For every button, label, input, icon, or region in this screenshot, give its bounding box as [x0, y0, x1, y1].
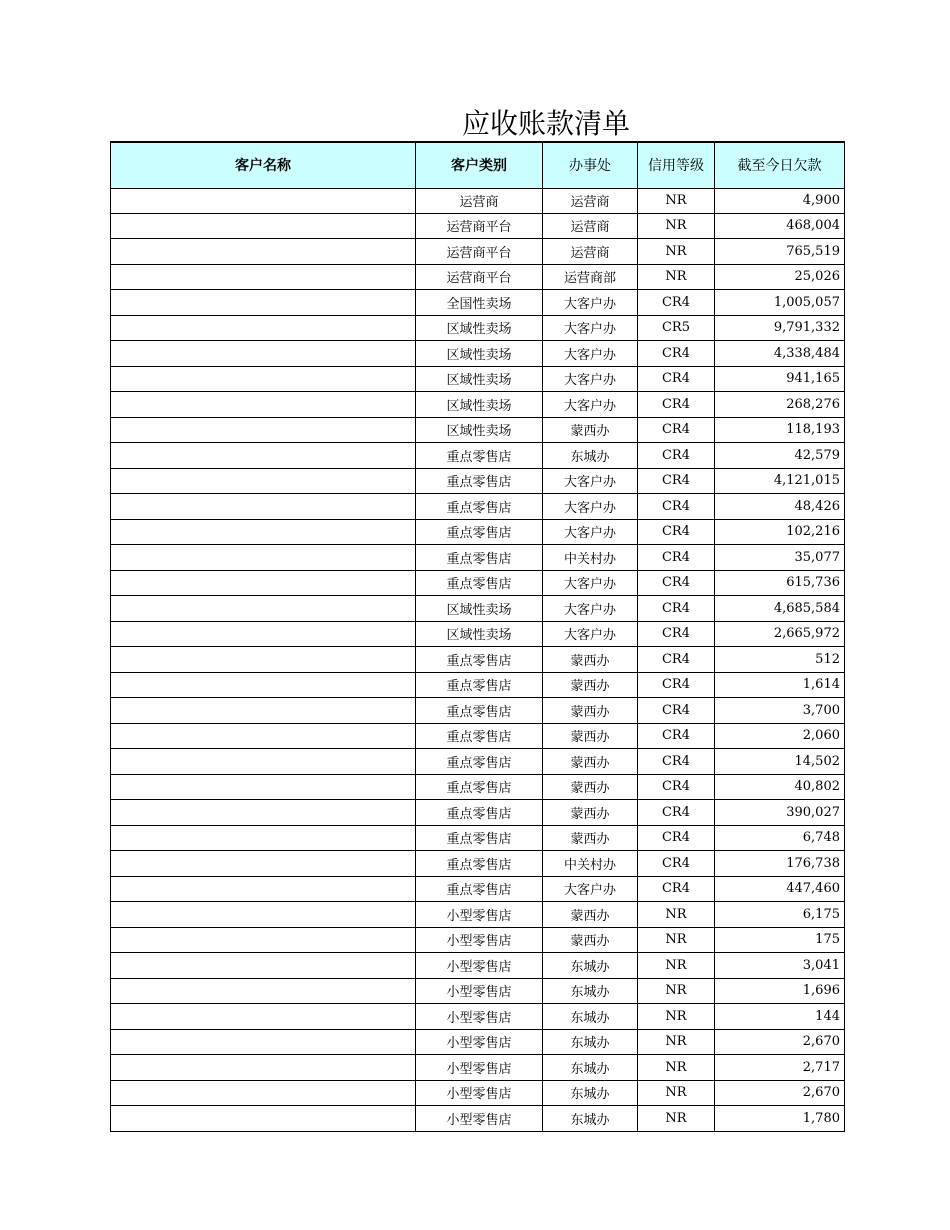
cell-office[interactable]: 大客户办: [543, 519, 638, 545]
table-row: [111, 264, 845, 290]
cell-debt[interactable]: 4,900: [715, 188, 845, 213]
table-row: [111, 1055, 845, 1081]
cell-credit-rating[interactable]: CR4: [638, 341, 715, 367]
cell-debt[interactable]: 9,791,332: [715, 315, 845, 341]
table-row: [111, 800, 845, 826]
cell-customer-name[interactable]: [111, 1106, 416, 1132]
cell-office[interactable]: 大客户办: [543, 570, 638, 596]
cell-office[interactable]: 东城办: [543, 1080, 638, 1106]
cell-debt[interactable]: 144: [715, 1004, 845, 1030]
cell-debt[interactable]: 48,426: [715, 494, 845, 520]
cell-customer-category[interactable]: 区域性卖场: [416, 596, 543, 622]
cell-customer-name[interactable]: [111, 749, 416, 775]
cell-debt[interactable]: 941,165: [715, 366, 845, 392]
cell-credit-rating[interactable]: CR4: [638, 672, 715, 698]
cell-office[interactable]: 蒙西办: [543, 417, 638, 443]
cell-customer-category[interactable]: 重点零售店: [416, 876, 543, 902]
cell-customer-category[interactable]: 运营商平台: [416, 213, 543, 239]
cell-debt[interactable]: 4,121,015: [715, 468, 845, 494]
cell-office[interactable]: 蒙西办: [543, 647, 638, 673]
cell-debt[interactable]: 6,175: [715, 902, 845, 928]
cell-debt[interactable]: 512: [715, 647, 845, 673]
table-row: [111, 366, 845, 392]
cell-customer-name[interactable]: [111, 902, 416, 928]
page-title: 应收账款清单: [462, 107, 631, 140]
cell-credit-rating[interactable]: CR4: [638, 519, 715, 545]
cell-credit-rating[interactable]: NR: [638, 1055, 715, 1081]
cell-credit-rating[interactable]: CR4: [638, 851, 715, 877]
table-row: [111, 315, 845, 341]
cell-debt[interactable]: 102,216: [715, 519, 845, 545]
table-row: [111, 774, 845, 800]
cell-office[interactable]: 蒙西办: [543, 902, 638, 928]
cell-customer-name[interactable]: [111, 672, 416, 698]
cell-office[interactable]: 蒙西办: [543, 723, 638, 749]
cell-customer-name[interactable]: [111, 570, 416, 596]
cell-customer-category[interactable]: 运营商平台: [416, 239, 543, 265]
cell-customer-name[interactable]: [111, 927, 416, 953]
cell-customer-name[interactable]: [111, 698, 416, 724]
cell-customer-category[interactable]: 重点零售店: [416, 494, 543, 520]
cell-debt[interactable]: 2,665,972: [715, 621, 845, 647]
cell-credit-rating[interactable]: CR5: [638, 315, 715, 341]
table-row: [111, 902, 845, 928]
cell-customer-name[interactable]: [111, 1055, 416, 1081]
cell-customer-name[interactable]: [111, 417, 416, 443]
cell-credit-rating[interactable]: CR4: [638, 647, 715, 673]
table-row: [111, 239, 845, 265]
cell-credit-rating[interactable]: CR4: [638, 596, 715, 622]
cell-customer-name[interactable]: [111, 800, 416, 826]
table-row: [111, 519, 845, 545]
table-row: [111, 1004, 845, 1030]
cell-customer-category[interactable]: 小型零售店: [416, 978, 543, 1004]
header-customer-category[interactable]: 客户类别: [416, 142, 543, 188]
cell-customer-category[interactable]: 小型零售店: [416, 1080, 543, 1106]
cell-credit-rating[interactable]: CR4: [638, 545, 715, 571]
cell-credit-rating[interactable]: CR4: [638, 366, 715, 392]
table-row: [111, 978, 845, 1004]
cell-debt[interactable]: 447,460: [715, 876, 845, 902]
cell-customer-name[interactable]: [111, 188, 416, 213]
cell-office[interactable]: 大客户办: [543, 596, 638, 622]
cell-customer-name[interactable]: [111, 443, 416, 469]
cell-debt[interactable]: 35,077: [715, 545, 845, 571]
cell-credit-rating[interactable]: CR4: [638, 392, 715, 418]
table-row: [111, 647, 845, 673]
cell-debt[interactable]: 1,696: [715, 978, 845, 1004]
cell-office[interactable]: 中关村办: [543, 545, 638, 571]
cell-customer-category[interactable]: 小型零售店: [416, 927, 543, 953]
cell-credit-rating[interactable]: NR: [638, 1029, 715, 1055]
table-row: [111, 1029, 845, 1055]
table-header: [111, 142, 845, 188]
table-row: [111, 468, 845, 494]
cell-debt[interactable]: 1,780: [715, 1106, 845, 1132]
table-row: [111, 927, 845, 953]
table-row: [111, 494, 845, 520]
table-row: [111, 290, 845, 316]
cell-office[interactable]: 东城办: [543, 978, 638, 1004]
cell-debt[interactable]: 2,670: [715, 1080, 845, 1106]
cell-customer-name[interactable]: [111, 392, 416, 418]
cell-customer-category[interactable]: 区域性卖场: [416, 366, 543, 392]
cell-office[interactable]: 蒙西办: [543, 800, 638, 826]
cell-customer-name[interactable]: [111, 213, 416, 239]
cell-customer-category[interactable]: 小型零售店: [416, 902, 543, 928]
cell-office[interactable]: 东城办: [543, 1004, 638, 1030]
cell-debt[interactable]: 2,717: [715, 1055, 845, 1081]
cell-credit-rating[interactable]: NR: [638, 188, 715, 213]
cell-debt[interactable]: 175: [715, 927, 845, 953]
cell-customer-name[interactable]: [111, 876, 416, 902]
cell-debt[interactable]: 390,027: [715, 800, 845, 826]
cell-customer-name[interactable]: [111, 851, 416, 877]
cell-office[interactable]: 东城办: [543, 953, 638, 979]
cell-office[interactable]: 运营商部: [543, 264, 638, 290]
table-row: [111, 341, 845, 367]
cell-customer-category[interactable]: 重点零售店: [416, 698, 543, 724]
cell-debt[interactable]: 176,738: [715, 851, 845, 877]
cell-credit-rating[interactable]: CR4: [638, 774, 715, 800]
cell-debt[interactable]: 615,736: [715, 570, 845, 596]
cell-office[interactable]: 大客户办: [543, 494, 638, 520]
cell-office[interactable]: 东城办: [543, 1029, 638, 1055]
cell-office[interactable]: 蒙西办: [543, 774, 638, 800]
table-row: [111, 953, 845, 979]
cell-office[interactable]: 大客户办: [543, 315, 638, 341]
cell-customer-name[interactable]: [111, 1004, 416, 1030]
table-row: [111, 621, 845, 647]
cell-credit-rating[interactable]: CR4: [638, 800, 715, 826]
cell-debt[interactable]: 2,060: [715, 723, 845, 749]
cell-credit-rating[interactable]: NR: [638, 239, 715, 265]
cell-customer-category[interactable]: 重点零售店: [416, 723, 543, 749]
cell-credit-rating[interactable]: CR4: [638, 825, 715, 851]
table-row: [111, 213, 845, 239]
cell-debt[interactable]: 4,338,484: [715, 341, 845, 367]
cell-customer-name[interactable]: [111, 647, 416, 673]
cell-customer-name[interactable]: [111, 519, 416, 545]
cell-customer-category[interactable]: 重点零售店: [416, 825, 543, 851]
cell-office[interactable]: 大客户办: [543, 468, 638, 494]
cell-customer-category[interactable]: 重点零售店: [416, 774, 543, 800]
cell-debt[interactable]: 3,700: [715, 698, 845, 724]
cell-credit-rating[interactable]: NR: [638, 902, 715, 928]
cell-office[interactable]: 大客户办: [543, 876, 638, 902]
cell-debt[interactable]: 40,802: [715, 774, 845, 800]
table-row: [111, 570, 845, 596]
cell-credit-rating[interactable]: NR: [638, 1106, 715, 1132]
cell-customer-category[interactable]: 全国性卖场: [416, 290, 543, 316]
table-row: [111, 188, 845, 213]
cell-customer-name[interactable]: [111, 1080, 416, 1106]
cell-office[interactable]: 蒙西办: [543, 749, 638, 775]
cell-customer-name[interactable]: [111, 1029, 416, 1055]
cell-customer-category[interactable]: 区域性卖场: [416, 315, 543, 341]
cell-credit-rating[interactable]: NR: [638, 264, 715, 290]
cell-credit-rating[interactable]: NR: [638, 1080, 715, 1106]
cell-debt[interactable]: 3,041: [715, 953, 845, 979]
table-row: [111, 392, 845, 418]
cell-customer-category[interactable]: 重点零售店: [416, 851, 543, 877]
cell-credit-rating[interactable]: CR4: [638, 290, 715, 316]
cell-customer-name[interactable]: [111, 723, 416, 749]
cell-office[interactable]: 运营商: [543, 188, 638, 213]
cell-customer-name[interactable]: [111, 366, 416, 392]
cell-customer-category[interactable]: 小型零售店: [416, 1106, 543, 1132]
cell-credit-rating[interactable]: NR: [638, 978, 715, 1004]
cell-debt[interactable]: 268,276: [715, 392, 845, 418]
header-customer-name[interactable]: 客户名称: [111, 142, 416, 188]
cell-office[interactable]: 大客户办: [543, 290, 638, 316]
table-row: [111, 596, 845, 622]
cell-credit-rating[interactable]: NR: [638, 1004, 715, 1030]
cell-office[interactable]: 东城办: [543, 1055, 638, 1081]
cell-debt[interactable]: 42,579: [715, 443, 845, 469]
table-body: [111, 188, 845, 1131]
cell-office[interactable]: 大客户办: [543, 621, 638, 647]
cell-customer-category[interactable]: 区域性卖场: [416, 417, 543, 443]
receivables-table: [110, 141, 845, 1132]
cell-office[interactable]: 蒙西办: [543, 927, 638, 953]
cell-office[interactable]: 大客户办: [543, 341, 638, 367]
cell-customer-category[interactable]: 区域性卖场: [416, 392, 543, 418]
cell-customer-category[interactable]: 重点零售店: [416, 545, 543, 571]
cell-debt[interactable]: 1,005,057: [715, 290, 845, 316]
table-row: [111, 417, 845, 443]
cell-customer-name[interactable]: [111, 953, 416, 979]
cell-customer-name[interactable]: [111, 315, 416, 341]
cell-office[interactable]: 运营商: [543, 239, 638, 265]
table-row: [111, 825, 845, 851]
cell-customer-category[interactable]: 重点零售店: [416, 443, 543, 469]
cell-office[interactable]: 东城办: [543, 1106, 638, 1132]
cell-customer-category[interactable]: 重点零售店: [416, 519, 543, 545]
table-row: [111, 672, 845, 698]
cell-credit-rating[interactable]: CR4: [638, 494, 715, 520]
cell-customer-name[interactable]: [111, 978, 416, 1004]
cell-office[interactable]: 大客户办: [543, 392, 638, 418]
cell-customer-name[interactable]: [111, 596, 416, 622]
table-row: [111, 723, 845, 749]
cell-credit-rating[interactable]: NR: [638, 927, 715, 953]
cell-credit-rating[interactable]: CR4: [638, 723, 715, 749]
table-row: [111, 1080, 845, 1106]
cell-debt[interactable]: 765,519: [715, 239, 845, 265]
header-credit-rating[interactable]: 信用等级: [638, 142, 715, 188]
header-office[interactable]: 办事处: [543, 142, 638, 188]
cell-customer-category[interactable]: 小型零售店: [416, 1055, 543, 1081]
cell-debt[interactable]: 118,193: [715, 417, 845, 443]
cell-customer-category[interactable]: 重点零售店: [416, 570, 543, 596]
cell-customer-name[interactable]: [111, 494, 416, 520]
cell-customer-category[interactable]: 区域性卖场: [416, 341, 543, 367]
cell-credit-rating[interactable]: CR4: [638, 443, 715, 469]
cell-credit-rating[interactable]: CR4: [638, 417, 715, 443]
cell-credit-rating[interactable]: CR4: [638, 570, 715, 596]
cell-office[interactable]: 蒙西办: [543, 825, 638, 851]
cell-customer-category[interactable]: 重点零售店: [416, 468, 543, 494]
cell-customer-name[interactable]: [111, 545, 416, 571]
cell-customer-category[interactable]: 重点零售店: [416, 800, 543, 826]
cell-debt[interactable]: 6,748: [715, 825, 845, 851]
table-row: [111, 851, 845, 877]
cell-customer-name[interactable]: [111, 264, 416, 290]
cell-credit-rating[interactable]: NR: [638, 953, 715, 979]
cell-credit-rating[interactable]: CR4: [638, 621, 715, 647]
cell-customer-category[interactable]: 重点零售店: [416, 672, 543, 698]
cell-office[interactable]: 东城办: [543, 443, 638, 469]
cell-office[interactable]: 中关村办: [543, 851, 638, 877]
cell-customer-category[interactable]: 小型零售店: [416, 1004, 543, 1030]
cell-customer-category[interactable]: 重点零售店: [416, 647, 543, 673]
cell-debt[interactable]: 468,004: [715, 213, 845, 239]
cell-debt[interactable]: 25,026: [715, 264, 845, 290]
cell-debt[interactable]: 14,502: [715, 749, 845, 775]
table-row: [111, 749, 845, 775]
cell-office[interactable]: 运营商: [543, 213, 638, 239]
cell-credit-rating[interactable]: CR4: [638, 876, 715, 902]
cell-debt[interactable]: 2,670: [715, 1029, 845, 1055]
cell-credit-rating[interactable]: NR: [638, 213, 715, 239]
cell-office[interactable]: 大客户办: [543, 366, 638, 392]
cell-customer-name[interactable]: [111, 825, 416, 851]
cell-office[interactable]: 蒙西办: [543, 672, 638, 698]
table-row: [111, 1106, 845, 1132]
cell-customer-name[interactable]: [111, 341, 416, 367]
cell-credit-rating[interactable]: CR4: [638, 749, 715, 775]
table-row: [111, 545, 845, 571]
cell-customer-name[interactable]: [111, 774, 416, 800]
cell-customer-category[interactable]: 运营商: [416, 188, 543, 213]
cell-credit-rating[interactable]: CR4: [638, 698, 715, 724]
cell-customer-category[interactable]: 运营商平台: [416, 264, 543, 290]
cell-customer-category[interactable]: 小型零售店: [416, 1029, 543, 1055]
cell-debt[interactable]: 4,685,584: [715, 596, 845, 622]
cell-customer-name[interactable]: [111, 468, 416, 494]
cell-customer-name[interactable]: [111, 621, 416, 647]
cell-debt[interactable]: 1,614: [715, 672, 845, 698]
cell-credit-rating[interactable]: CR4: [638, 468, 715, 494]
header-debt-to-date[interactable]: 截至今日欠款: [715, 142, 845, 188]
table-row: [111, 443, 845, 469]
cell-customer-category[interactable]: 区域性卖场: [416, 621, 543, 647]
cell-customer-category[interactable]: 小型零售店: [416, 953, 543, 979]
cell-customer-category[interactable]: 重点零售店: [416, 749, 543, 775]
cell-customer-name[interactable]: [111, 239, 416, 265]
table-row: [111, 876, 845, 902]
cell-office[interactable]: 蒙西办: [543, 698, 638, 724]
cell-customer-name[interactable]: [111, 290, 416, 316]
table-row: [111, 698, 845, 724]
